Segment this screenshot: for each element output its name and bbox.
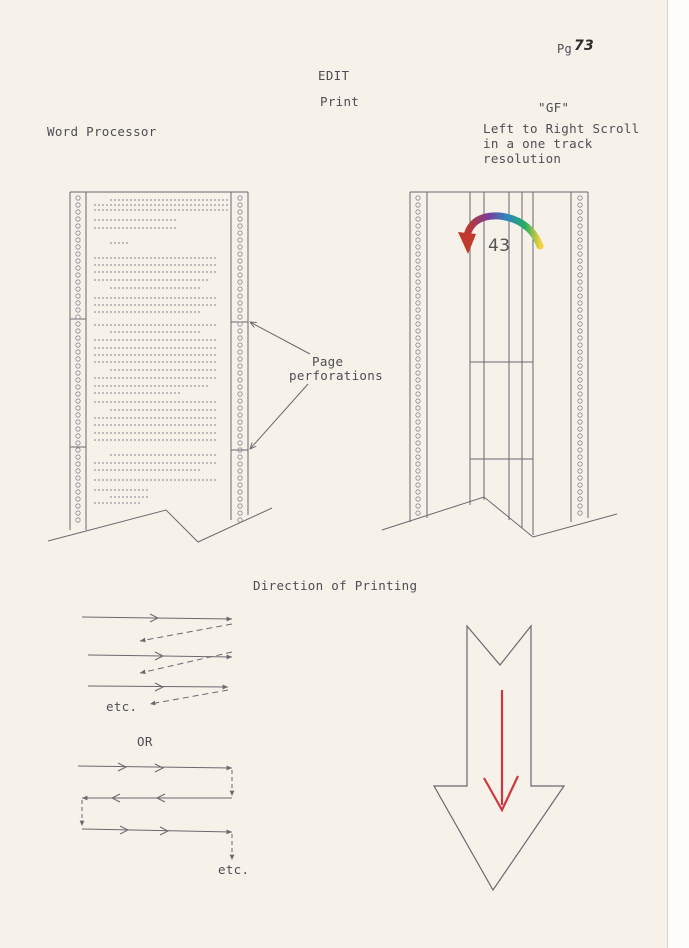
sprocket-hole bbox=[578, 392, 582, 396]
sprocket-hole bbox=[416, 224, 420, 228]
sprocket-hole bbox=[76, 385, 80, 389]
sprocket-hole bbox=[238, 280, 242, 284]
sprocket-hole bbox=[238, 350, 242, 354]
sprocket-hole bbox=[238, 287, 242, 291]
sprocket-hole bbox=[238, 455, 242, 459]
header-edit: EDIT bbox=[318, 68, 350, 83]
sprocket-hole bbox=[238, 469, 242, 473]
sprocket-hole bbox=[76, 217, 80, 221]
sprocket-hole bbox=[416, 322, 420, 326]
sprocket-hole bbox=[238, 483, 242, 487]
sprocket-hole bbox=[238, 336, 242, 340]
sprocket-hole bbox=[416, 280, 420, 284]
sprocket-hole bbox=[578, 259, 582, 263]
gf-caption-line-1: Left to Right Scroll bbox=[483, 121, 640, 136]
sprocket-hole bbox=[416, 497, 420, 501]
sprocket-hole bbox=[578, 301, 582, 305]
sprocket-hole bbox=[578, 434, 582, 438]
sprocket-holes-right bbox=[416, 196, 582, 515]
sprocket-hole bbox=[238, 504, 242, 508]
sprocket-hole bbox=[76, 490, 80, 494]
sprocket-hole bbox=[238, 196, 242, 200]
sprocket-hole bbox=[238, 210, 242, 214]
sprocket-hole bbox=[416, 469, 420, 473]
sprocket-hole bbox=[578, 476, 582, 480]
sprocket-hole bbox=[238, 392, 242, 396]
sprocket-hole bbox=[76, 280, 80, 284]
sprocket-hole bbox=[76, 392, 80, 396]
sprocket-hole bbox=[416, 406, 420, 410]
sprocket-hole bbox=[578, 448, 582, 452]
sprocket-hole bbox=[416, 203, 420, 207]
sprocket-hole bbox=[416, 343, 420, 347]
sprocket-hole bbox=[416, 392, 420, 396]
sprocket-hole bbox=[578, 322, 582, 326]
sprocket-hole bbox=[416, 420, 420, 424]
sprocket-hole bbox=[238, 385, 242, 389]
sprocket-hole bbox=[416, 294, 420, 298]
gf-caption-line-2: in a one track bbox=[483, 136, 593, 151]
perforation-pointers bbox=[250, 322, 310, 449]
page-number-handwritten: 73 bbox=[574, 38, 595, 54]
sprocket-hole bbox=[416, 385, 420, 389]
sprocket-hole bbox=[76, 343, 80, 347]
annotation-page: Page bbox=[312, 354, 344, 369]
sprocket-hole bbox=[238, 329, 242, 333]
sprocket-hole bbox=[416, 371, 420, 375]
sprocket-hole bbox=[578, 273, 582, 277]
sprocket-hole bbox=[578, 308, 582, 312]
sprocket-hole bbox=[578, 413, 582, 417]
sprocket-hole bbox=[76, 210, 80, 214]
sprocket-hole bbox=[76, 252, 80, 256]
sprocket-hole bbox=[578, 210, 582, 214]
sprocket-hole bbox=[578, 287, 582, 291]
sprocket-hole bbox=[416, 490, 420, 494]
sprocket-hole bbox=[238, 343, 242, 347]
sprocket-hole bbox=[238, 315, 242, 319]
sprocket-hole bbox=[238, 266, 242, 270]
sprocket-hole bbox=[416, 448, 420, 452]
sprocket-hole bbox=[416, 238, 420, 242]
sprocket-hole bbox=[578, 469, 582, 473]
sprocket-hole bbox=[578, 490, 582, 494]
annotation-perforations: perforations bbox=[289, 368, 383, 383]
sprocket-hole bbox=[578, 371, 582, 375]
sprocket-hole bbox=[416, 217, 420, 221]
sprocket-hole bbox=[416, 329, 420, 333]
sprocket-hole bbox=[416, 399, 420, 403]
sprocket-hole bbox=[76, 294, 80, 298]
sprocket-hole bbox=[416, 336, 420, 340]
sprocket-hole bbox=[416, 252, 420, 256]
sprocket-hole bbox=[578, 427, 582, 431]
page-number-prefix: Pg bbox=[557, 42, 573, 56]
sprocket-hole bbox=[76, 448, 80, 452]
sprocket-hole bbox=[76, 483, 80, 487]
sprocket-hole bbox=[76, 476, 80, 480]
sprocket-hole bbox=[238, 224, 242, 228]
etc-label-1: etc. bbox=[106, 699, 138, 714]
sprocket-hole bbox=[578, 378, 582, 382]
sprocket-hole bbox=[76, 420, 80, 424]
sprocket-hole bbox=[416, 434, 420, 438]
sprocket-hole bbox=[416, 245, 420, 249]
sprocket-hole bbox=[238, 245, 242, 249]
sprocket-hole bbox=[76, 224, 80, 228]
sprocket-hole bbox=[578, 385, 582, 389]
sprocket-hole bbox=[238, 357, 242, 361]
sprocket-hole bbox=[76, 301, 80, 305]
sprocket-hole bbox=[76, 231, 80, 235]
sprocket-hole bbox=[76, 238, 80, 242]
sprocket-hole bbox=[76, 504, 80, 508]
sprocket-hole bbox=[416, 273, 420, 277]
sprocket-hole bbox=[238, 252, 242, 256]
sprocket-hole bbox=[578, 224, 582, 228]
sprocket-hole bbox=[578, 441, 582, 445]
sprocket-hole bbox=[416, 476, 420, 480]
sprocket-hole bbox=[416, 504, 420, 508]
sprocket-hole bbox=[76, 441, 80, 445]
sprocket-hole bbox=[578, 294, 582, 298]
sprocket-hole bbox=[238, 427, 242, 431]
sprocket-hole bbox=[578, 399, 582, 403]
sprocket-hole bbox=[238, 441, 242, 445]
sprocket-hole bbox=[578, 462, 582, 466]
etc-label-2: etc. bbox=[218, 862, 250, 877]
sprocket-hole bbox=[76, 518, 80, 522]
sprocket-hole bbox=[76, 266, 80, 270]
sprocket-hole bbox=[578, 336, 582, 340]
sprocket-hole bbox=[76, 455, 80, 459]
sprocket-hole bbox=[76, 427, 80, 431]
direction-title: Direction of Printing bbox=[253, 578, 418, 593]
sprocket-hole bbox=[238, 399, 242, 403]
sprocket-hole bbox=[578, 483, 582, 487]
sprocket-hole bbox=[416, 462, 420, 466]
sprocket-hole bbox=[76, 336, 80, 340]
sprocket-hole bbox=[578, 504, 582, 508]
sprocket-hole bbox=[76, 357, 80, 361]
sprocket-hole bbox=[578, 238, 582, 242]
sprocket-hole bbox=[416, 350, 420, 354]
sprocket-hole bbox=[76, 329, 80, 333]
sprocket-hole bbox=[416, 308, 420, 312]
sprocket-hole bbox=[76, 434, 80, 438]
sprocket-hole bbox=[578, 280, 582, 284]
sprocket-hole bbox=[76, 364, 80, 368]
sprocket-hole bbox=[76, 511, 80, 515]
sprocket-hole bbox=[578, 497, 582, 501]
sprocket-hole bbox=[76, 322, 80, 326]
sprocket-hole bbox=[76, 399, 80, 403]
sprocket-hole bbox=[76, 413, 80, 417]
sprocket-hole bbox=[416, 259, 420, 263]
or-label: OR bbox=[137, 734, 153, 749]
sprocket-hole bbox=[238, 476, 242, 480]
raster-print-pattern bbox=[82, 617, 232, 704]
sprocket-hole bbox=[76, 350, 80, 354]
sprocket-hole bbox=[578, 420, 582, 424]
sprocket-hole bbox=[416, 231, 420, 235]
document-text-lines bbox=[94, 200, 228, 503]
sprocket-hole bbox=[76, 203, 80, 207]
sprocket-hole bbox=[578, 315, 582, 319]
sprocket-hole bbox=[76, 497, 80, 501]
raster-midpoint-arrows bbox=[150, 614, 163, 691]
sprocket-hole bbox=[416, 413, 420, 417]
sprocket-hole bbox=[238, 364, 242, 368]
sprocket-hole bbox=[578, 252, 582, 256]
sprocket-hole bbox=[578, 217, 582, 221]
sprocket-hole bbox=[238, 511, 242, 515]
sprocket-hole bbox=[238, 231, 242, 235]
sprocket-hole bbox=[416, 315, 420, 319]
sprocket-hole bbox=[416, 287, 420, 291]
gf-caption-line-3: resolution bbox=[483, 151, 562, 166]
sprocket-hole bbox=[416, 441, 420, 445]
sprocket-hole bbox=[76, 259, 80, 263]
sprocket-hole bbox=[238, 217, 242, 221]
sprocket-hole bbox=[76, 469, 80, 473]
sprocket-hole bbox=[416, 196, 420, 200]
sprocket-hole bbox=[238, 294, 242, 298]
sprocket-hole bbox=[578, 231, 582, 235]
sprocket-hole bbox=[76, 308, 80, 312]
header-print: Print bbox=[320, 94, 360, 109]
sprocket-hole bbox=[578, 357, 582, 361]
sprocket-hole bbox=[416, 364, 420, 368]
sprocket-hole bbox=[238, 273, 242, 277]
sprocket-hole bbox=[416, 357, 420, 361]
sprocket-hole bbox=[76, 273, 80, 277]
sprocket-hole bbox=[76, 378, 80, 382]
sprocket-hole bbox=[238, 371, 242, 375]
sprocket-hole bbox=[416, 455, 420, 459]
word-processor-title: Word Processor bbox=[47, 124, 157, 139]
sprocket-hole bbox=[238, 462, 242, 466]
sprocket-hole bbox=[76, 406, 80, 410]
sprocket-hole bbox=[238, 308, 242, 312]
serpentine-print-pattern bbox=[78, 763, 232, 860]
sprocket-hole bbox=[416, 427, 420, 431]
sprocket-holes-left bbox=[76, 196, 242, 522]
sprocket-hole bbox=[578, 455, 582, 459]
sprocket-hole bbox=[238, 259, 242, 263]
sprocket-hole bbox=[238, 406, 242, 410]
sprocket-hole bbox=[238, 420, 242, 424]
sprocket-hole bbox=[578, 343, 582, 347]
sprocket-hole bbox=[416, 266, 420, 270]
sprocket-hole bbox=[578, 406, 582, 410]
sprocket-hole bbox=[238, 238, 242, 242]
sprocket-hole bbox=[416, 210, 420, 214]
sprocket-hole bbox=[76, 196, 80, 200]
sprocket-hole bbox=[578, 196, 582, 200]
sprocket-hole bbox=[238, 497, 242, 501]
sprocket-hole bbox=[76, 462, 80, 466]
sprocket-hole bbox=[238, 301, 242, 305]
sprocket-hole bbox=[416, 301, 420, 305]
sprocket-hole bbox=[578, 266, 582, 270]
sprocket-hole bbox=[578, 364, 582, 368]
sprocket-hole bbox=[238, 378, 242, 382]
sprocket-hole bbox=[578, 245, 582, 249]
sprocket-hole bbox=[578, 350, 582, 354]
sprocket-hole bbox=[76, 371, 80, 375]
gf-label: "GF" bbox=[538, 100, 570, 115]
sprocket-hole bbox=[416, 483, 420, 487]
sprocket-hole bbox=[416, 511, 420, 515]
sprocket-hole bbox=[238, 518, 242, 522]
sprocket-hole bbox=[578, 511, 582, 515]
sprocket-hole bbox=[578, 203, 582, 207]
sprocket-hole bbox=[76, 245, 80, 249]
sprocket-hole bbox=[76, 287, 80, 291]
gf-handwritten-digits: 43 bbox=[488, 236, 511, 256]
sprocket-hole bbox=[238, 203, 242, 207]
sprocket-hole bbox=[238, 413, 242, 417]
sprocket-hole bbox=[578, 329, 582, 333]
big-down-arrow bbox=[434, 626, 564, 890]
sprocket-hole bbox=[416, 378, 420, 382]
sprocket-hole bbox=[238, 490, 242, 494]
sprocket-hole bbox=[238, 434, 242, 438]
